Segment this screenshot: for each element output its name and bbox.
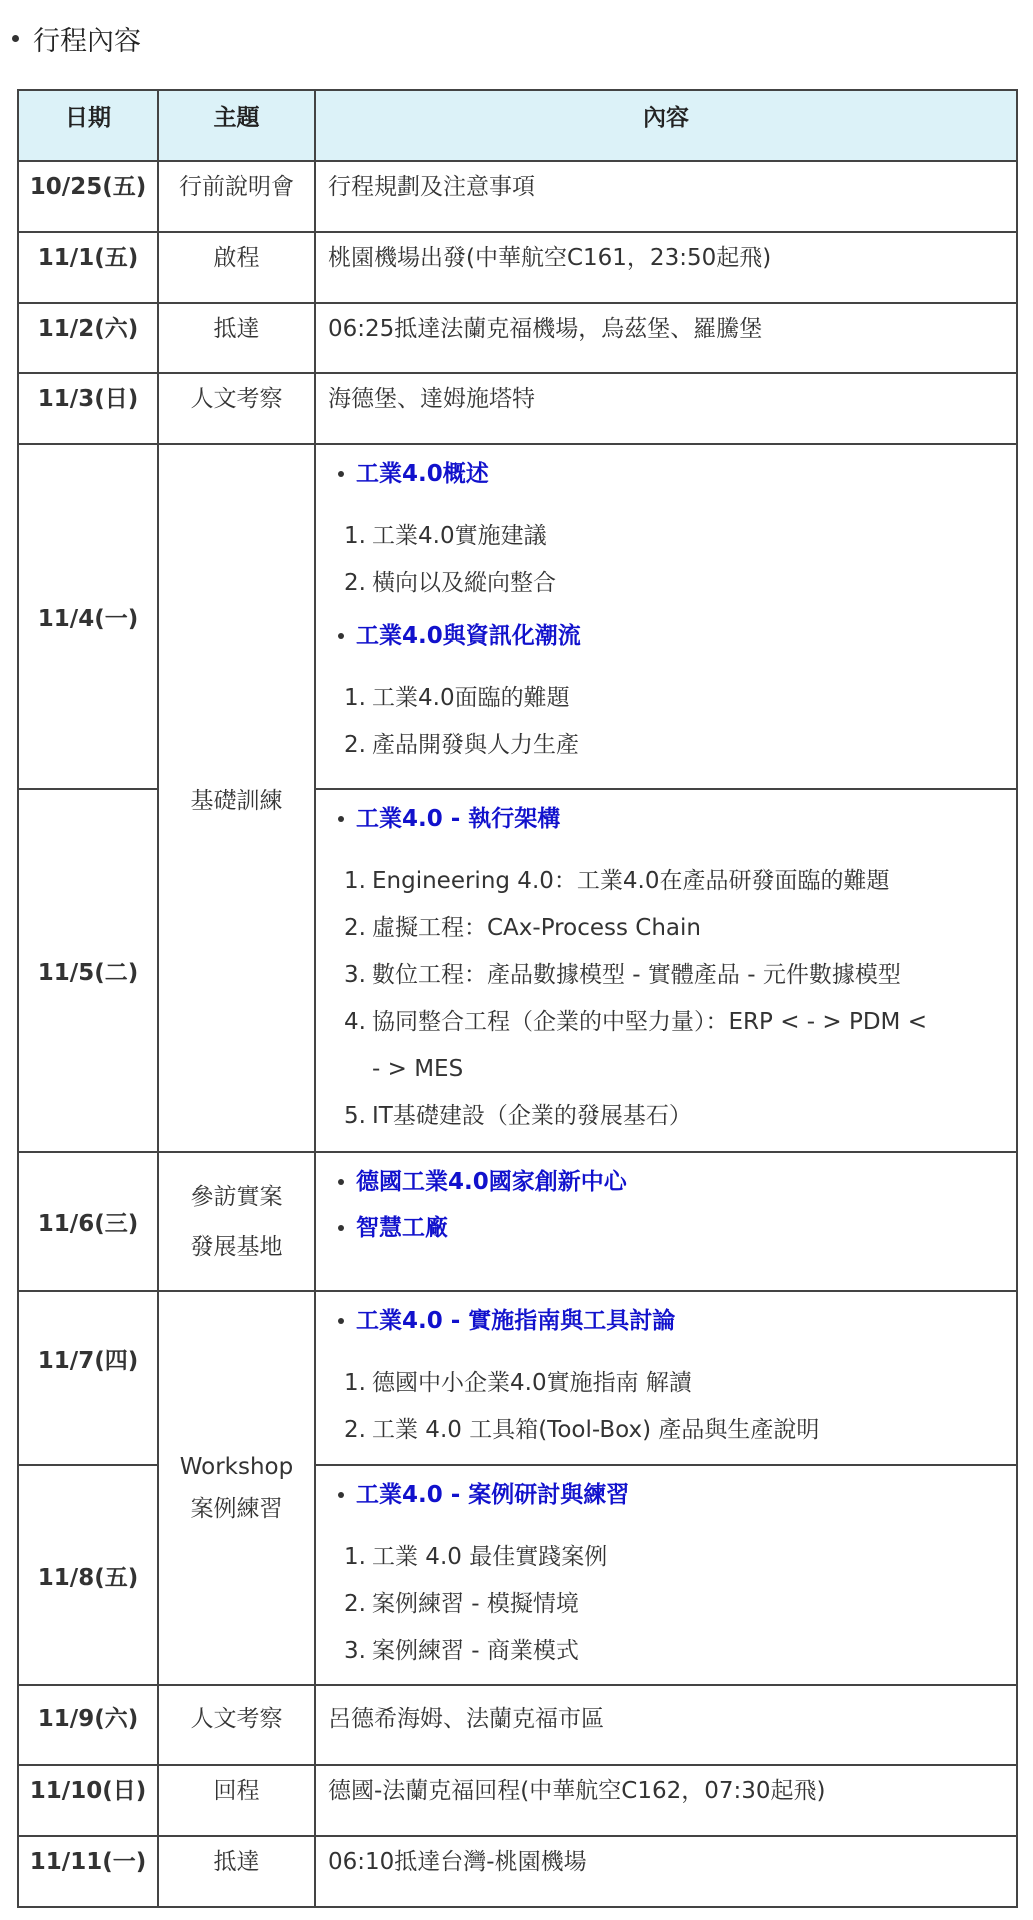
date-cell: 11/8(五) — [18, 1465, 158, 1685]
date-cell: 11/5(二) — [18, 789, 158, 1152]
date-cell: 11/6(三) — [18, 1152, 158, 1291]
content-cell: 海德堡、達姆施塔特 — [315, 373, 1017, 444]
topic-line: 發展基地 — [190, 1233, 283, 1260]
bullet-list — [316, 613, 1016, 659]
numbered-list — [316, 1360, 1016, 1454]
topic-cell: 啟程 — [158, 232, 315, 303]
bullet-icon — [12, 35, 19, 42]
content-cell: 德國-法蘭克福回程(中華航空C162，07:30起飛) — [315, 1765, 1017, 1836]
content-cell: 06:10抵達台灣-桃園機場 — [315, 1836, 1017, 1907]
topic-line: 參訪實案 — [190, 1183, 283, 1210]
content-cell — [315, 1152, 1017, 1291]
list-item: 1. 工業4.0面臨的難題 — [344, 685, 570, 711]
table-row — [18, 1836, 1017, 1907]
table-row — [18, 1152, 1017, 1291]
numbered-list — [316, 1534, 1016, 1675]
bullet-list — [316, 796, 1016, 842]
table-row — [18, 373, 1017, 444]
list-item-continuation: - > MES — [372, 1056, 464, 1082]
header-content: 內容 — [315, 90, 1017, 161]
section-title: 行程內容 — [33, 25, 141, 57]
table-row — [18, 232, 1017, 303]
topic-cell — [158, 1291, 315, 1685]
topic-line: 案例練習 — [190, 1496, 283, 1522]
list-item: 工業4.0 - 案例研討與練習 — [316, 1472, 1016, 1518]
date-cell: 11/9(六) — [18, 1685, 158, 1765]
list-item: 2. 工業 4.0 工具箱(Tool-Box) 產品與生產說明 — [344, 1417, 820, 1443]
date-cell: 10/25(五) — [18, 161, 158, 232]
date-cell: 11/4(一) — [18, 444, 158, 789]
list-item: 3. 案例練習 - 商業模式 — [344, 1638, 579, 1664]
list-item: 5. IT基礎建設（企業的發展基石） — [344, 1103, 692, 1129]
list-item: 工業4.0 - 執行架構 — [316, 796, 1016, 842]
topic-cell: 基礎訓練 — [158, 444, 315, 1152]
list-item: 2. 虛擬工程：CAx-Process Chain — [344, 915, 701, 941]
list-item: 2. 案例練習 - 模擬情境 — [344, 1591, 579, 1617]
list-item: 1. 工業 4.0 最佳實踐案例 — [344, 1544, 608, 1570]
topic-cell: 回程 — [158, 1765, 315, 1836]
numbered-list — [316, 513, 1016, 607]
bullet-list — [316, 1298, 1016, 1344]
section-heading — [10, 18, 141, 58]
header-date: 日期 — [18, 90, 158, 161]
list-item: 4. 協同整合工程（企業的中堅力量）：ERP < - > PDM < — [344, 1009, 927, 1035]
date-cell: 11/10(日) — [18, 1765, 158, 1836]
bullet-list — [316, 451, 1016, 497]
content-cell: 呂德希海姆、法蘭克福市區 — [315, 1685, 1017, 1765]
content-cell — [315, 1291, 1017, 1465]
itinerary-table — [17, 89, 1018, 1908]
list-item: 1. 工業4.0實施建議 — [344, 523, 547, 549]
content-cell — [315, 1465, 1017, 1685]
topic-line: Workshop — [179, 1454, 294, 1480]
list-item: 1. Engineering 4.0：工業4.0在產品研發面臨的難題 — [344, 868, 890, 894]
content-cell: 桃園機場出發(中華航空C161，23:50起飛) — [315, 232, 1017, 303]
header-row — [18, 90, 1017, 161]
list-item: 工業4.0與資訊化潮流 — [316, 613, 1016, 659]
content-cell: 行程規劃及注意事項 — [315, 161, 1017, 232]
topic-cell — [158, 1152, 315, 1291]
content-cell: 06:25抵達法蘭克福機場，烏茲堡、羅騰堡 — [315, 303, 1017, 373]
date-cell: 11/3(日) — [18, 373, 158, 444]
header-topic: 主題 — [158, 90, 315, 161]
list-item: 2. 橫向以及縱向整合 — [344, 570, 556, 596]
list-item: 1. 德國中小企業4.0實施指南 解讀 — [344, 1370, 692, 1396]
content-cell — [315, 789, 1017, 1152]
content-cell — [315, 444, 1017, 789]
topic-cell: 抵達 — [158, 303, 315, 373]
bullet-list — [316, 1159, 1016, 1251]
table-row — [18, 303, 1017, 373]
topic-cell: 抵達 — [158, 1836, 315, 1907]
list-item: 工業4.0概述 — [316, 451, 1016, 497]
bullet-list — [316, 1472, 1016, 1518]
topic-cell: 人文考察 — [158, 1685, 315, 1765]
table-row — [18, 1685, 1017, 1765]
list-item: 智慧工廠 — [316, 1205, 1016, 1251]
numbered-list — [316, 858, 1016, 1140]
table-row — [18, 444, 1017, 789]
table-row — [18, 1291, 1017, 1465]
table-row — [18, 161, 1017, 232]
date-cell: 11/2(六) — [18, 303, 158, 373]
list-item: 2. 產品開發與人力生產 — [344, 732, 579, 758]
table-row — [18, 1765, 1017, 1836]
list-item: 3. 數位工程：產品數據模型 - 實體產品 - 元件數據模型 — [344, 962, 901, 988]
topic-cell: 行前說明會 — [158, 161, 315, 232]
date-cell: 11/1(五) — [18, 232, 158, 303]
date-cell: 11/11(一) — [18, 1836, 158, 1907]
topic-cell: 人文考察 — [158, 373, 315, 444]
list-item: 工業4.0 - 實施指南與工具討論 — [316, 1298, 1016, 1344]
list-item: 德國工業4.0國家創新中心 — [316, 1159, 1016, 1205]
date-cell: 11/7(四) — [18, 1291, 158, 1465]
numbered-list — [316, 675, 1016, 769]
